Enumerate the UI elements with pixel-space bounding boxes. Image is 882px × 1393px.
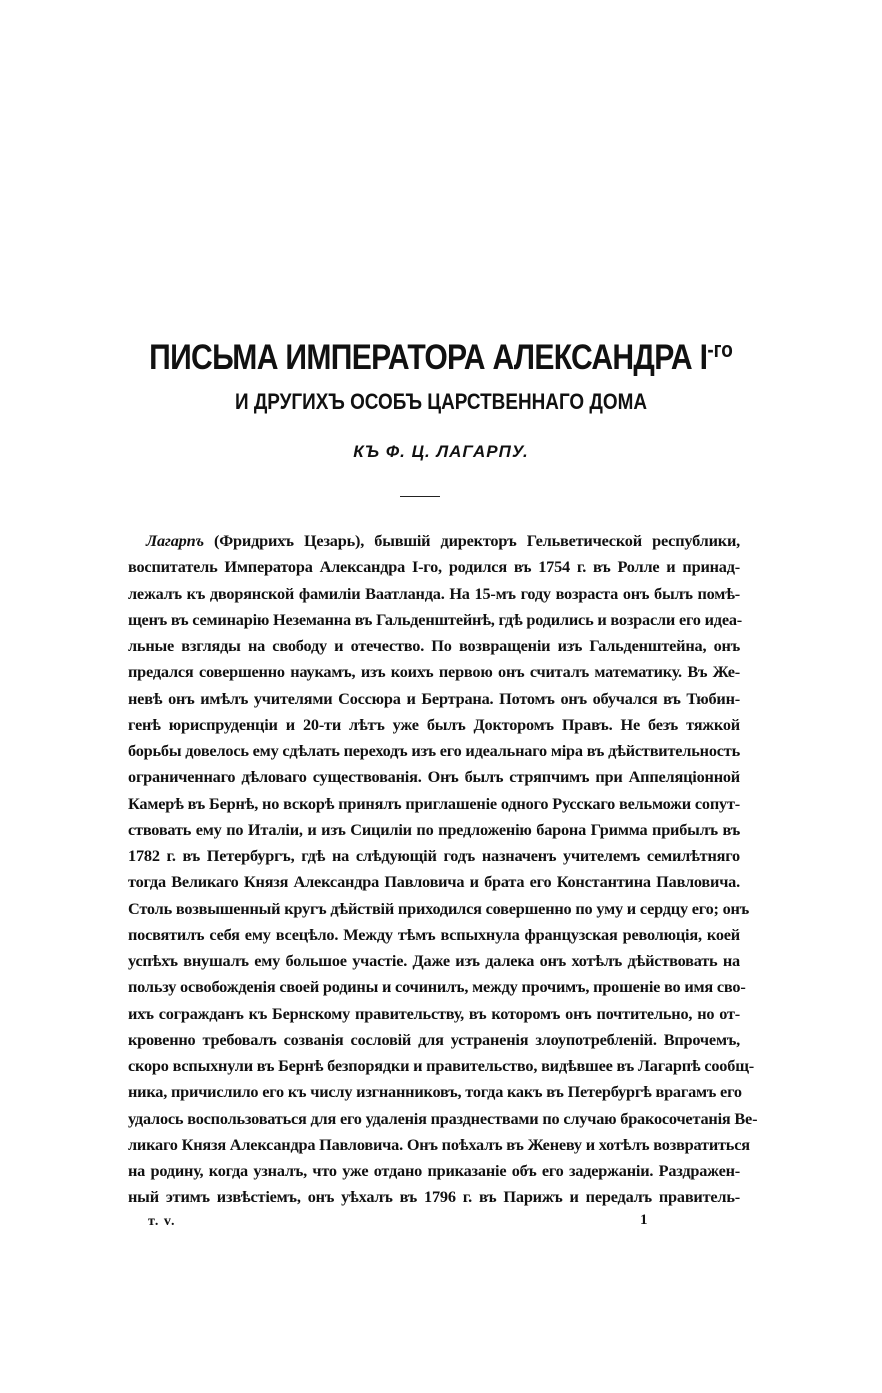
body-paragraph (128, 528, 758, 1211)
text-line: борьбы довелось ему сдѣлать переходъ изъ его идеальнаго міра въ дѣйствительность (128, 741, 740, 760)
text-line: ликаго Князя Александра Павловича. Онъ поѣхалъ въ Женеву и хотѣлъ возвратиться (128, 1134, 750, 1154)
volume-mark: т. v. (148, 1214, 176, 1229)
text-line: посвятилъ себя ему всецѣло. Между тѣмъ вспыхнула французская революція, коей (128, 924, 740, 944)
text-line: успѣхъ внушалъ ему большое участіе. Даже изъ далека онъ хотѣлъ дѣйствовать на (128, 951, 740, 970)
text-line: генѣ юриспруденціи и 20-ти лѣтъ уже былъ Докторомъ Правъ. Не безъ тяжкой (128, 714, 740, 734)
text-line: лежалъ къ дворянской фамиліи Ваатланда. На 15-мъ году возраста онъ былъ помѣ- (128, 583, 740, 603)
text-line: ихъ согражданъ къ Бернскому правительству, въ которомъ онъ почтительно, но от- (128, 1003, 740, 1023)
text-line: 1782 г. въ Петербургъ, гдѣ на слѣдующій годъ назначенъ учителемъ семилѣтняго (128, 846, 740, 865)
lead-word: Лагарпъ (146, 531, 204, 550)
text-line: ный этимъ извѣстіемъ, онъ уѣхалъ въ 1796 г. въ Парижъ и передалъ правитель- (128, 1187, 740, 1207)
text-line-rest: (Фридрихъ Цезарь), бывшій директоръ Гельветической республики, (203, 531, 740, 550)
title-divider (400, 496, 440, 497)
text-line: льные взгляды на свободу и отечество. По возвращеніи изъ Гальденштейна, онъ (128, 636, 740, 655)
text-line: ника, причислило его къ числу изгнанниковъ, тогда какъ въ Петербургѣ врагамъ его (128, 1082, 742, 1102)
title-main-text: ПИСЬМА ИМПЕРАТОРА АЛЕКСАНДРА I (149, 338, 708, 377)
text-line (128, 528, 740, 554)
text-line: ограниченнаго дѣловаго существованія. Онъ былъ стряпчимъ при Аппеляціонной (128, 767, 740, 787)
text-line: Камерѣ въ Бернѣ, но вскорѣ принялъ приглашеніе одного Русскаго вельможи сопут- (128, 793, 740, 813)
title-recipient: КЪ Ф. Ц. ЛАГАРПУ. (353, 442, 529, 461)
text-line: скоро вспыхнули въ Бернѣ безпорядки и правительство, видѣвшее въ Лагарпѣ сообщ- (128, 1056, 754, 1075)
page-title (148, 322, 735, 386)
title-main-suffix: -го (707, 337, 733, 362)
text-line: предался совершенно наукамъ, изъ коихъ первою онъ считалъ математику. Въ Же- (128, 662, 740, 682)
text-line: ствовать ему по Италіи, и изъ Сициліи по предложенію барона Гримма прибылъ въ (128, 819, 740, 839)
text-line: на родину, когда узналъ, что уже отдано приказаніе объ его задержаніи. Раздражен- (128, 1161, 740, 1180)
text-line: тогда Великаго Князя Александра Павловича и брата его Константина Павловича. (128, 872, 740, 892)
page-subtitle: И ДРУГИХЪ ОСОБЪ ЦАРСТВЕННАГО ДОМА (234, 389, 648, 414)
text-line: щенъ въ семинарію Неземанна въ Гальденштейнѣ, гдѣ родились и возрасли его идеа- (128, 609, 743, 629)
text-line: воспитатель Императора Александра I-го, родился въ 1754 г. въ Ролле и принад- (128, 557, 740, 577)
text-line: удалось воспользоваться для его удаленія празднествами по случаю бракосочетанія Ве- (128, 1108, 758, 1128)
text-line: невѣ онъ имѣлъ учителями Соссюра и Бертрана. Потомъ онъ обучался въ Тюбин- (128, 688, 740, 708)
text-line: Столь возвышенный кругъ дѣйствій приходился совершенно по уму и сердцу его; онъ (128, 898, 750, 918)
text-line: пользу освобожденія своей родины и сочинилъ, между прочимъ, прошеніе во имя сво- (128, 977, 746, 997)
text-line: кровенно требовалъ созванія сословій для устраненія злоупотребленій. Впрочемъ, (128, 1029, 740, 1049)
page-number: 1 (640, 1212, 648, 1228)
